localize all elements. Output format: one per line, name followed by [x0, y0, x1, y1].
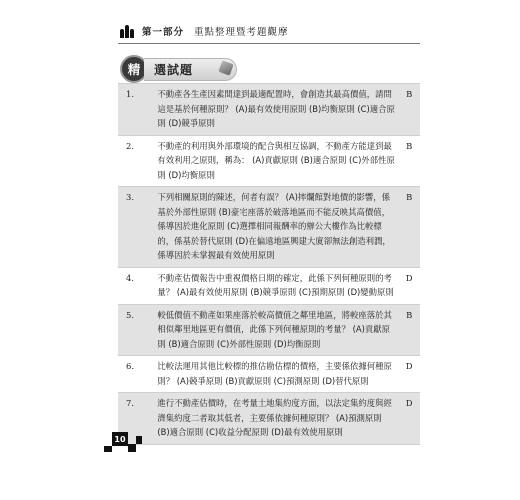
question-text: 進行不動產估價時，在考量土地集約度方面，以法定集約度與經濟集約度二者取其低者，主要係依據何種原則？ (A)預測原則 (B)適合原則 (C)收益分配原則 (D)最有效使用原則	[154, 393, 398, 445]
section-heading	[120, 56, 237, 82]
question-number: 4.	[118, 267, 154, 304]
question-answer: B	[398, 187, 420, 268]
question-number: 3.	[118, 187, 154, 268]
question-text: 下列相關原則的陳述，何者有誤？ (A)摔爛館對地價的影響，係基於外部性原則 (B)豪宅座落於破落地區而不能反映其高價值，係導因於進化原則 (C)選擇相同報酬率的辦公大樓作為比較標的，係基於替代原則 (D)在偏遠地區興建大廈卻無法創造利潤，係導因於未掌握最有效使用原則	[154, 187, 398, 268]
question-number: 5.	[118, 304, 154, 356]
part-label: 第一部分	[142, 27, 185, 38]
question-row	[118, 135, 420, 187]
section-label	[144, 58, 237, 81]
question-text: 較低價值不動產如果座落於較高價值之鄰里地區，將較座落於其相似鄰里地區更有價值，此係下列何種原則的考量？ (A)貢獻原則 (B)適合原則 (C)外部性原則 (D)均衡原則	[154, 304, 398, 356]
pencil-icon	[219, 60, 234, 75]
question-row	[118, 84, 420, 136]
header-divider	[118, 43, 420, 44]
question-row	[118, 393, 420, 445]
people-logo-icon	[120, 25, 134, 38]
question-answer: D	[398, 393, 420, 445]
question-row	[118, 187, 420, 268]
header-title: 重點整理暨考題觀摩	[194, 27, 289, 38]
questions-table	[118, 83, 420, 445]
page-number: 10	[112, 432, 128, 446]
question-row	[118, 356, 420, 393]
question-text: 不動產各生產因素間達到最適配置時，會創造其最高價值，請問這是基於何種原則？ (A)最有效使用原則 (B)均衡原則 (C)適合原則 (D)競爭原則	[154, 84, 398, 136]
question-number: 2.	[118, 135, 154, 187]
question-answer: B	[398, 84, 420, 136]
question-answer: D	[398, 356, 420, 393]
question-answer: D	[398, 267, 420, 304]
question-text: 比較法運用其他比較標的推估勘估標的價格，主要係依據何種原則？ (A)競爭原則 (B)貢獻原則 (C)預測原則 (D)替代原則	[154, 356, 398, 393]
question-text: 不動產的利用與外部環境的配合與相互協調，不動產方能達到最有效利用之原則，稱為： (A)貢獻原則 (B)適合原則 (C)外部性原則 (D)均衡原則	[154, 135, 398, 187]
question-text: 不動產估價報告中重視價格日期的確定，此係下列何種原則的考量？ (A)最有效使用原則 (B)競爭原則 (C)預期原則 (D)變動原則	[154, 267, 398, 304]
question-row	[118, 267, 420, 304]
question-number: 1.	[118, 84, 154, 136]
page-header	[120, 20, 420, 42]
question-number: 6.	[118, 356, 154, 393]
question-row	[118, 304, 420, 356]
question-number: 7.	[118, 393, 154, 445]
question-answer: B	[398, 135, 420, 187]
question-answer: B	[398, 304, 420, 356]
section-badge: 精	[120, 55, 148, 83]
section-label-text: 選試題	[154, 62, 194, 77]
